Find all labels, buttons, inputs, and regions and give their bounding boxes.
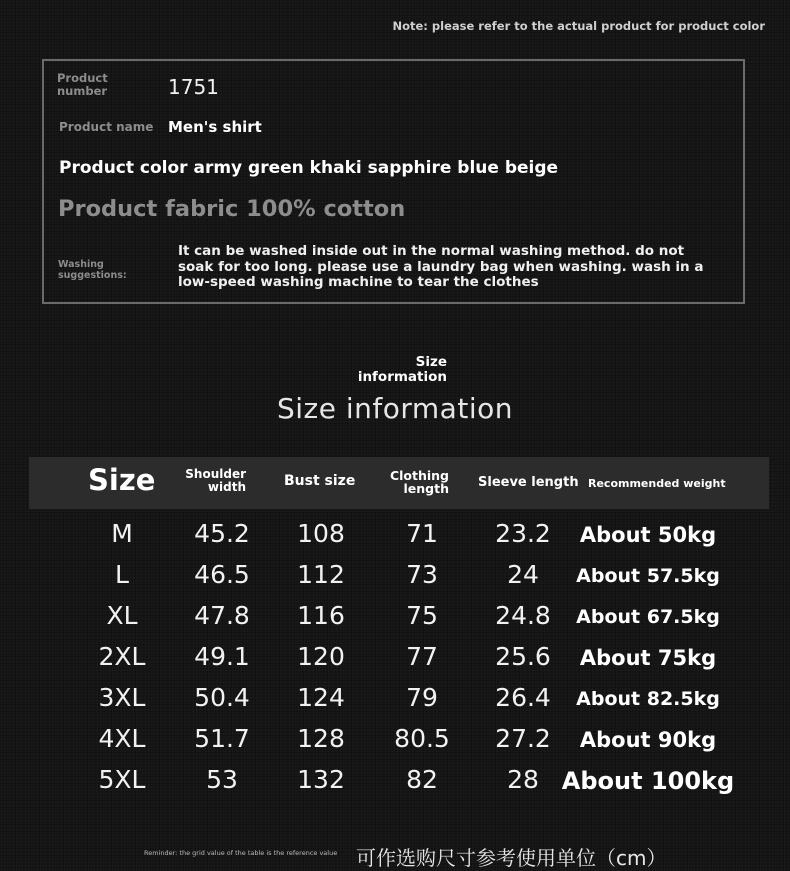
measurement-cell: 75 (406, 601, 438, 630)
header-recommended-weight: Recommended weight (588, 477, 726, 490)
weight-cell: About 50kg (579, 522, 717, 547)
size-info-title: Size information (277, 392, 513, 425)
header-shoulder-width: Shoulder width (185, 467, 246, 494)
measurement-cell: 25.6 (495, 642, 551, 671)
measurement-cell: 27.2 (495, 724, 551, 753)
product-number-value: 1751 (168, 75, 219, 99)
measurement-cell: 51.7 (194, 724, 250, 753)
measurement-cell: 53 (206, 765, 238, 794)
measurement-cell: 71 (406, 519, 438, 548)
measurement-cell: 47.8 (194, 601, 250, 630)
measurement-cell: 45.2 (194, 519, 250, 548)
measurement-cell: 112 (297, 560, 345, 589)
washing-label: Washing suggestions: (58, 259, 127, 281)
product-name-label: Product name (59, 120, 154, 134)
size-cell: 5XL (98, 765, 146, 794)
reminder-note: Reminder: the grid value of the table is the reference value (144, 849, 338, 857)
size-cell: 2XL (98, 642, 146, 671)
measurement-cell: 73 (406, 560, 438, 589)
weight-cell: About 100kg (561, 767, 735, 795)
header-size: Size (88, 463, 156, 497)
measurement-cell: 108 (297, 519, 345, 548)
measurement-cell: 132 (297, 765, 345, 794)
measurement-cell: 26.4 (495, 683, 551, 712)
measurement-cell: 120 (297, 642, 345, 671)
size-cell: 4XL (98, 724, 146, 753)
weight-cell: About 90kg (579, 727, 717, 752)
measurement-cell: 49.1 (194, 642, 250, 671)
product-color-line: Product color army green khaki sapphire blue beige (59, 158, 559, 178)
measurement-cell: 82 (406, 765, 438, 794)
measurement-cell: 79 (406, 683, 438, 712)
measurement-cell: 116 (297, 601, 345, 630)
product-name-value: Men's shirt (168, 118, 262, 136)
unit-note: 可作选购尺寸参考使用单位（cm） (356, 846, 667, 870)
measurement-cell: 77 (406, 642, 438, 671)
header-bust-size: Bust size (284, 473, 356, 489)
weight-cell: About 75kg (579, 645, 717, 670)
product-fabric-line: Product fabric 100% cotton (58, 196, 406, 222)
measurement-cell: 28 (507, 765, 539, 794)
measurement-cell: 50.4 (194, 683, 250, 712)
size-cell: 3XL (98, 683, 146, 712)
weight-cell: About 82.5kg (576, 687, 720, 710)
header-sleeve-length: Sleeve length (478, 475, 579, 490)
weight-cell: About 57.5kg (576, 564, 720, 587)
measurement-cell: 124 (297, 683, 345, 712)
header-clothing-length: Clothing length (389, 468, 449, 496)
color-disclaimer: Note: please refer to the actual product for product color (392, 19, 765, 33)
size-cell: L (115, 560, 129, 589)
measurement-cell: 128 (297, 724, 345, 753)
weight-cell: About 67.5kg (576, 605, 720, 628)
measurement-cell: 24 (507, 560, 539, 589)
size-info-small-title: Size information (357, 354, 447, 385)
measurement-cell: 23.2 (495, 519, 551, 548)
size-cell: M (111, 519, 133, 548)
washing-suggestions: It can be washed inside out in the normal washing method. do not soak for too long. please use a laundry bag when washing. wash in a low-speed washing machine to tear the clothes (178, 243, 704, 290)
measurement-cell: 80.5 (394, 724, 450, 753)
product-number-label: Product number (57, 71, 108, 98)
size-cell: XL (106, 601, 138, 630)
measurement-cell: 46.5 (194, 560, 250, 589)
measurement-cell: 24.8 (495, 601, 551, 630)
